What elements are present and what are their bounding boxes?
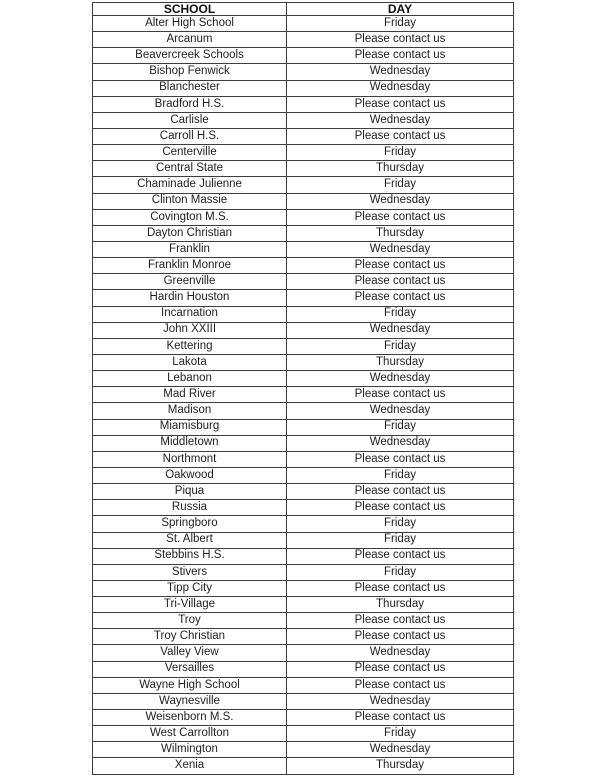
school-cell: Alter High School xyxy=(93,16,287,32)
day-cell: Thursday xyxy=(287,758,514,775)
school-cell: Wilmington xyxy=(93,742,287,758)
table-row xyxy=(93,161,514,177)
table-row xyxy=(93,548,514,564)
school-cell: Central State xyxy=(93,161,287,177)
day-cell: Friday xyxy=(287,177,514,193)
school-cell: Madison xyxy=(93,403,287,419)
table-row xyxy=(93,258,514,274)
school-cell: Valley View xyxy=(93,645,287,661)
day-cell: Friday xyxy=(287,419,514,435)
day-cell: Wednesday xyxy=(287,112,514,128)
table-row xyxy=(93,306,514,322)
school-cell: Chaminade Julienne xyxy=(93,177,287,193)
table-body xyxy=(93,16,514,775)
school-cell: Stebbins H.S. xyxy=(93,548,287,564)
school-cell: Bishop Fenwick xyxy=(93,64,287,80)
school-cell: Franklin Monroe xyxy=(93,258,287,274)
day-cell: Wednesday xyxy=(287,435,514,451)
school-cell: Waynesville xyxy=(93,693,287,709)
day-cell: Friday xyxy=(287,306,514,322)
school-cell: Centerville xyxy=(93,145,287,161)
day-cell: Please contact us xyxy=(287,500,514,516)
school-cell: Greenville xyxy=(93,274,287,290)
table-row xyxy=(93,64,514,80)
day-cell: Friday xyxy=(287,16,514,32)
table-row xyxy=(93,96,514,112)
table-row xyxy=(93,80,514,96)
header-row xyxy=(93,3,514,16)
school-cell: Carroll H.S. xyxy=(93,128,287,144)
day-cell: Please contact us xyxy=(287,96,514,112)
school-cell: Dayton Christian xyxy=(93,225,287,241)
school-cell: John XXIII xyxy=(93,322,287,338)
day-cell: Friday xyxy=(287,338,514,354)
day-cell: Friday xyxy=(287,516,514,532)
school-cell: Arcanum xyxy=(93,32,287,48)
table-row xyxy=(93,16,514,32)
table-row xyxy=(93,193,514,209)
table-row xyxy=(93,580,514,596)
school-cell: Russia xyxy=(93,500,287,516)
table-row xyxy=(93,726,514,742)
table-row xyxy=(93,500,514,516)
day-cell: Wednesday xyxy=(287,241,514,257)
table-row xyxy=(93,419,514,435)
table-row xyxy=(93,338,514,354)
day-cell: Wednesday xyxy=(287,645,514,661)
table-row xyxy=(93,532,514,548)
table-row xyxy=(93,371,514,387)
day-cell: Please contact us xyxy=(287,629,514,645)
school-cell: Bradford H.S. xyxy=(93,96,287,112)
day-cell: Thursday xyxy=(287,597,514,613)
school-cell: Blanchester xyxy=(93,80,287,96)
table-row xyxy=(93,451,514,467)
school-cell: Clinton Massie xyxy=(93,193,287,209)
day-cell: Thursday xyxy=(287,354,514,370)
day-cell: Please contact us xyxy=(287,613,514,629)
table-row xyxy=(93,128,514,144)
school-cell: Northmont xyxy=(93,451,287,467)
school-cell: Versailles xyxy=(93,661,287,677)
school-cell: St. Albert xyxy=(93,532,287,548)
day-cell: Wednesday xyxy=(287,80,514,96)
day-cell: Friday xyxy=(287,532,514,548)
school-cell: Springboro xyxy=(93,516,287,532)
school-cell: Troy xyxy=(93,613,287,629)
day-cell: Thursday xyxy=(287,225,514,241)
day-cell: Wednesday xyxy=(287,742,514,758)
table-row xyxy=(93,322,514,338)
school-cell: Hardin Houston xyxy=(93,290,287,306)
table-row xyxy=(93,177,514,193)
day-cell: Please contact us xyxy=(287,661,514,677)
day-cell: Please contact us xyxy=(287,451,514,467)
day-cell: Wednesday xyxy=(287,322,514,338)
school-cell: Beavercreek Schools xyxy=(93,48,287,64)
table-row xyxy=(93,629,514,645)
day-cell: Please contact us xyxy=(287,209,514,225)
table-row xyxy=(93,564,514,580)
day-cell: Thursday xyxy=(287,161,514,177)
table-row xyxy=(93,661,514,677)
day-cell: Wednesday xyxy=(287,64,514,80)
table-row xyxy=(93,467,514,483)
day-cell: Please contact us xyxy=(287,258,514,274)
column-header-school: SCHOOL xyxy=(93,3,287,16)
table-row xyxy=(93,516,514,532)
school-cell: Oakwood xyxy=(93,467,287,483)
table-row xyxy=(93,742,514,758)
school-cell: Franklin xyxy=(93,241,287,257)
table-row xyxy=(93,645,514,661)
day-cell: Wednesday xyxy=(287,693,514,709)
table-row xyxy=(93,112,514,128)
table-row xyxy=(93,677,514,693)
day-cell: Please contact us xyxy=(287,128,514,144)
school-cell: Stivers xyxy=(93,564,287,580)
table-row xyxy=(93,387,514,403)
day-cell: Wednesday xyxy=(287,403,514,419)
schedule-table xyxy=(92,2,514,775)
table-row xyxy=(93,274,514,290)
table-row xyxy=(93,241,514,257)
school-cell: Carlisle xyxy=(93,112,287,128)
school-cell: Kettering xyxy=(93,338,287,354)
day-cell: Please contact us xyxy=(287,548,514,564)
table-header xyxy=(93,3,514,16)
school-cell: Troy Christian xyxy=(93,629,287,645)
table-row xyxy=(93,225,514,241)
school-cell: Covington M.S. xyxy=(93,209,287,225)
day-cell: Please contact us xyxy=(287,290,514,306)
table-row xyxy=(93,403,514,419)
day-cell: Friday xyxy=(287,467,514,483)
day-cell: Please contact us xyxy=(287,484,514,500)
school-cell: Piqua xyxy=(93,484,287,500)
day-cell: Please contact us xyxy=(287,677,514,693)
day-cell: Please contact us xyxy=(287,48,514,64)
school-cell: Mad River xyxy=(93,387,287,403)
table-row xyxy=(93,693,514,709)
school-cell: Miamisburg xyxy=(93,419,287,435)
table-row xyxy=(93,435,514,451)
table-row xyxy=(93,290,514,306)
schedule-table-container xyxy=(92,2,514,775)
table-row xyxy=(93,484,514,500)
day-cell: Friday xyxy=(287,564,514,580)
table-row xyxy=(93,145,514,161)
school-cell: Tipp City xyxy=(93,580,287,596)
school-cell: Lebanon xyxy=(93,371,287,387)
day-cell: Please contact us xyxy=(287,32,514,48)
table-row xyxy=(93,613,514,629)
table-row xyxy=(93,32,514,48)
table-row xyxy=(93,209,514,225)
day-cell: Please contact us xyxy=(287,580,514,596)
table-row xyxy=(93,597,514,613)
day-cell: Please contact us xyxy=(287,387,514,403)
school-cell: Lakota xyxy=(93,354,287,370)
school-cell: Tri-Village xyxy=(93,597,287,613)
table-row xyxy=(93,48,514,64)
day-cell: Please contact us xyxy=(287,274,514,290)
day-cell: Friday xyxy=(287,726,514,742)
school-cell: Xenia xyxy=(93,758,287,775)
day-cell: Please contact us xyxy=(287,710,514,726)
day-cell: Friday xyxy=(287,145,514,161)
table-row xyxy=(93,710,514,726)
school-cell: Weisenborn M.S. xyxy=(93,710,287,726)
school-cell: Wayne High School xyxy=(93,677,287,693)
school-cell: Middletown xyxy=(93,435,287,451)
day-cell: Wednesday xyxy=(287,193,514,209)
day-cell: Wednesday xyxy=(287,371,514,387)
school-cell: Incarnation xyxy=(93,306,287,322)
column-header-day: DAY xyxy=(287,3,514,16)
table-row xyxy=(93,354,514,370)
school-cell: West Carrollton xyxy=(93,726,287,742)
table-row xyxy=(93,758,514,775)
